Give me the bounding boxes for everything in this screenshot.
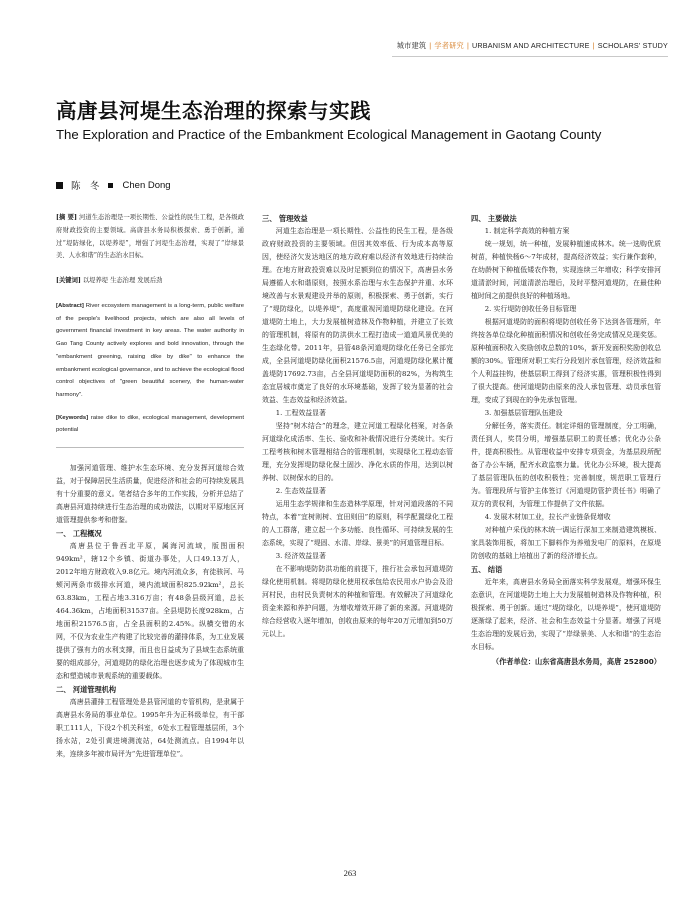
journal-name-zh: 城市建筑 — [396, 41, 427, 50]
section-4-subheading-3: 3. 加强基层管理队伍建设 — [484, 409, 563, 417]
keywords-en-text: raise dike to dike, ecological management, development potential — [56, 414, 245, 434]
header-rule — [392, 56, 668, 57]
keywords-zh-text: 以堤养堤 生态治理 发展后劲 — [82, 277, 163, 285]
article-title-en: The Exploration and Practice of the Embankment Ecological Management in Gaotang County — [56, 127, 602, 142]
journal-name-en: URBANISM AND ARCHITECTURE — [472, 41, 590, 50]
intro-paragraph: 加强河道管理、维护水生态环境、充分发挥河道综合效益，对于保障居民生活质量，促进经济和社会的可持续发展具有十分重要的意义。笔者结合多年的工作实践，分析并总结了高唐县河道持续进行生态治理的成功做法，以期对平原地区河道管理提供参考和借鉴。 — [56, 464, 244, 525]
author-name-en: Chen Dong — [122, 179, 171, 191]
section-4-paragraph-4: 对种植户采伐的林木统一调运行深加工来制造建筑模板、家具装饰用板，将加工下脚料作为养殖发电厂的原料，在原堤防创收的基础上培植出了新的经济增长点。 — [471, 526, 661, 560]
abstract-en-label: [Abstract] — [56, 302, 84, 309]
section-5-paragraph: 近年来，高唐县水务局全面落实科学发展观，增强环保生态意识，在河道堤防土地上大力发展植树造林及作物种植，积极探索、勇于创新。通过“堤防绿化，以堤养堤”，使河道堤防逐渐绿了起来，经济、社会和生态效益十分显著。增强了河堤生态治理的发展后劲，实现了“岸绿景美、人水和谐”的生态治水目标。 — [471, 578, 661, 651]
section-name-zh: 学者研究 — [434, 41, 464, 50]
abstract-en — [56, 300, 244, 402]
author-line — [56, 178, 171, 192]
author-name-zh: 陈 冬 — [71, 181, 100, 192]
journal-header — [392, 41, 668, 55]
section-4-subheading-4: 4. 发展木材加工业，拉长产业链条促增收 — [484, 513, 611, 521]
abstract-divider — [56, 447, 244, 448]
section-4-paragraph-2: 根据河道堤防的面积将堤防创收任务下达到各管理所，年终按各单位绿化种植面积情况和创收任务完成情况兑现奖惩。原种植面积收入奖励创收总数的10%，新开发面积奖励创收总额的30%。管理所对职工实行分段划片承包管理，经济效益和个人利益挂钩，使基层职工得到了经济实惠，管理积极性得到了很大提高。使河道堤防由原来的没人承包管理、动员承包管理，变成了到现在的争先承包管理。 — [471, 318, 661, 404]
section-3-paragraph-4: 在不影响堤防防洪功能的前提下，推行社会承包河道堤防绿化使用机制。将堤防绿化使用权承包给农民用水户协会及沿河村民，由村民负责树木的种植和管理。有效解决了河道绿化资金来源和养护问题，为增收增效开辟了新的来源。河道堤防综合经营收入逐年增加，创收由原来的每年20万元增加到50万元以上。 — [262, 565, 453, 638]
header-separator: | — [592, 41, 595, 50]
keywords-en-label: [Keywords] — [56, 414, 89, 421]
keywords-zh — [56, 275, 244, 288]
column-2 — [262, 212, 453, 641]
square-bullet-icon — [56, 182, 63, 189]
section-1-heading: 一、 工程概况 — [56, 529, 102, 539]
section-2-paragraph: 高唐县灌排工程管理处是县管河道的专管机构，是隶属于高唐县水务局的事业单位。1995年升为正科级单位，有干部职工111人，下设2个机关科室，6处水工程管理基层所，3个扬水站，2处引黄进境测流站，64处测流点。自1994年以来，连续多年被市局评为“先进管理单位”。 — [56, 698, 244, 759]
keywords-zh-label: [关键词] — [56, 277, 81, 285]
square-bullet-icon — [108, 183, 113, 188]
abstract-zh-text: 河道生态治理是一项长期性、公益性的民生工程，是各级政府财政投资的主要领域。高唐县水务局积极探索、勇于创新，通过“堤防绿化，以堤养堤”，增强了河堤生态治理，实现了“岸绿景美、人水和谐”的生态治水目标。 — [56, 214, 244, 260]
page-number: 263 — [343, 868, 357, 878]
section-3-subheading-3: 3. 经济效益显著 — [275, 552, 326, 560]
section-3-subheading-2: 2. 生态效益显著 — [275, 487, 326, 495]
section-4-paragraph-3: 分解任务，落实责任。制定详细的管理制度，分工明确，责任到人，奖罚分明，增强基层职工的责任感；优化办公条件，提高积极性。从管理收益中安排专项资金，为基层段所配备了办公车辆，配齐水政监察力量。优化办公环境，极大提高了基层管理队伍的创收积极性；完善制度，规范职工管理行为。管理段所与管护主体签订《河道堤防管护责任书》明确了双方的责权利，为管理工作提供了文件依据。 — [471, 422, 661, 508]
section-1-paragraph: 高唐县位于鲁西北平原，属海河流域，版图面积949km²，辖12个乡镇、街道办事处，人口49.13万人，2012年地方财政收入9.8亿元。境内河流众多，有徒骇河、马颊河两条市级排水河道，境内流域面积825.92km²，总长63.83km，工程占地3.316万亩；有48条县级河道，总长464.36km，占地面积31537亩。全县堤防长度928km，占地面积21576.5亩，占全县面积的2.45%。纵横交错的水网，不仅为农业生产构建了比较完善的灌排体系，为工业发展提供了强有力的水利支撑，而且也日益成为了县域生态系统重要的组成部分，河道堤防的绿化治理也逐步成为了体现城市生态和塑造城市景观系统的重要载体。 — [56, 542, 244, 681]
abstract-zh-label: [摘 要] — [56, 214, 77, 221]
section-3-heading: 三、 管理效益 — [262, 214, 308, 223]
section-name-en: SCHOLARS' STUDY — [597, 41, 668, 50]
section-3-paragraph-3: 运用生态学规律和生态造林学原理，针对河道段落的不同特点，本着“宜树则树、宜田则田”的原则，科学配置绿化工程的人工群落，建立起一个多功能、良性循环、可持续发展的生态系统，实现了“堤固、水清、岸绿、景美”的河道管理目标。 — [262, 500, 453, 547]
section-4-heading: 四、 主要做法 — [471, 214, 517, 223]
section-3-subheading-1: 1. 工程效益显著 — [275, 409, 326, 417]
section-4-subheading-1: 1. 制定科学高效的种植方案 — [484, 227, 570, 235]
author-affiliation: （作者单位：山东省高唐县水务局，高唐 252800） — [491, 657, 661, 666]
abstract-zh — [56, 212, 244, 263]
section-2-heading: 二、 河道管理机构 — [56, 685, 117, 695]
header-separator: | — [466, 41, 470, 50]
column-1 — [56, 212, 244, 761]
article-title-zh: 高唐县河堤生态治理的探索与实践 — [56, 99, 371, 123]
section-4-paragraph-1: 统一规划，统一种植，发展种植速成林木。统一选购优质树苗，种植快杨6～7年成材，提高经济效益；实行兼作套种，在幼龄树下种植低矮农作物，实现连续三年增收；科学安排河道清淤时间，河道清淤治理后，及时平整河道堤防，在最佳种植时间之前提供良好的种植场地。 — [471, 240, 661, 300]
column-3 — [471, 212, 661, 675]
abstract-en-text: River ecosystem management is a long-term, public welfare of the people's livelihood projects, which are also all levels of government financial investment in key areas. The water authority in Gao Tang County actively explores and bold innovation, through the "embankment greening, raising dike by dike" to enhance the embankment ecological governance, and to achieve the ecological flood control objectives of "green beautiful scenery, the human-water harmony". — [56, 302, 244, 398]
section-5-heading: 五、 结语 — [471, 565, 503, 574]
section-3-paragraph: 河道生态治理是一项长期性、公益性的民生工程，是各级政府财政投资的主要领域。但因其效率低、行为成本高等原因，使经济欠发达地区的地方政府难以经济有效地进行持续治理。在地方财政投资难以及时足额到位的情况下，高唐县水务局遵循人水和谐原则，按照水系治理与水生态保护并重、水环境改善与水景观建设并举的原则，积极探索、勇于创新，实行了“堤防绿化，以堤养堤”，高度重视河道堤防绿化建设。在河道堤防土地上，大力发展植树造林及作物种植，并建立了长效的管理机制，将原有的防洪供水工程打造成一道道风景优美的生态绿化带。2011年，县管48条河道堤防绿化任务已全部完成，全县河道堤防绿化面积21576.5亩，河道堤防绿化累计覆盖堤防17692.73亩，占全县河道堤防面积的82%，为构筑生态宜居城市奠定了良好的水环境基础，发挥了较为显著的社会效益、生态效益和经济效益。 — [262, 227, 453, 404]
section-4-subheading-2: 2. 实行堤防创收任务目标管理 — [484, 305, 577, 313]
keywords-en — [56, 412, 244, 437]
header-separator: | — [429, 41, 432, 50]
section-3-paragraph-2: 坚持“树木结合”的理念，建立河道工程绿化档案，对各条河道绿化成活率、生长、验收和补栽情况进行分类统计。实行工程考核和树木管理相结合的管理机制，实现绿化工程动态管理，充分发挥堤防绿化保土固沙、净化水质的作用，达到以树养树、以树保水的目的。 — [262, 422, 453, 482]
